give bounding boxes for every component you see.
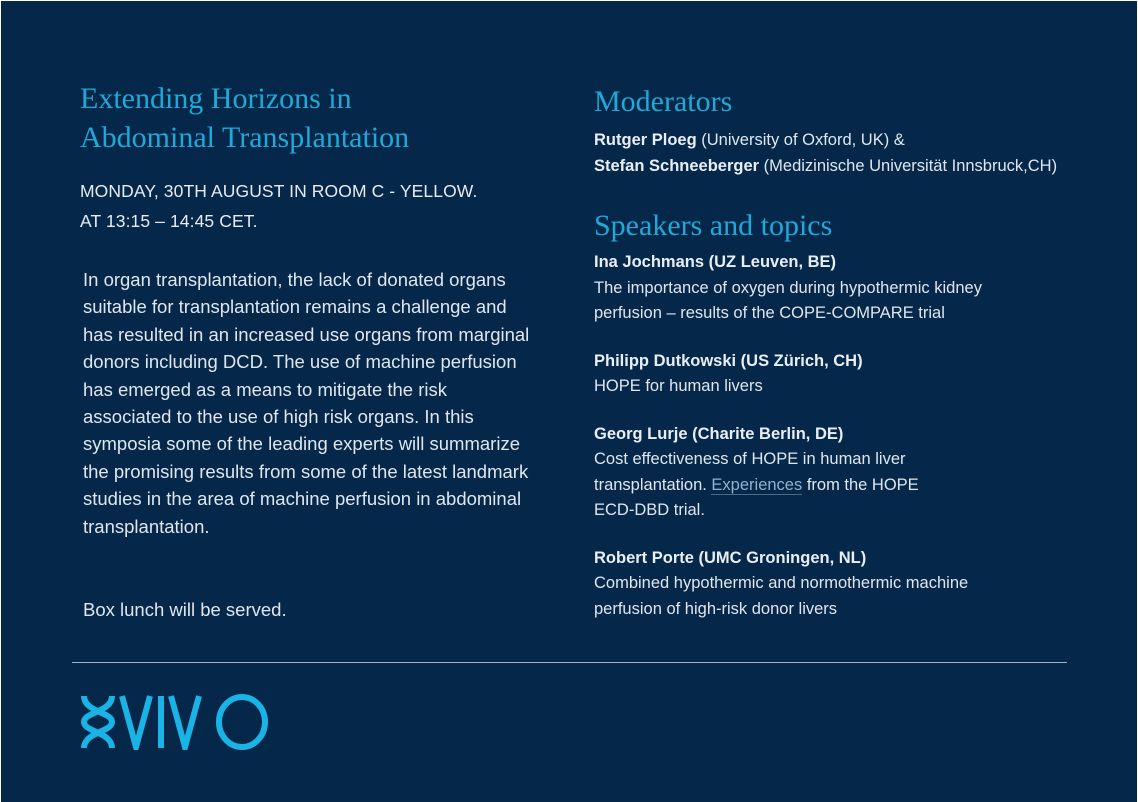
speaker-2-topic-line1: HOPE for human livers xyxy=(594,377,763,395)
logo-v1 xyxy=(122,696,150,747)
event-title-line2: Abdominal Transplantation xyxy=(80,121,410,154)
speaker-3-name: Georg Lurje (Charite Berlin, DE) xyxy=(594,424,844,443)
logo-v2 xyxy=(171,696,199,747)
speaker-3-topic-line2 xyxy=(594,473,1114,499)
moderators-heading: Moderators xyxy=(594,85,733,118)
moderator-2-affiliation: (Medizinische Universität Innsbruck,CH) xyxy=(759,157,1058,175)
speaker-2 xyxy=(594,349,1114,400)
speaker-1 xyxy=(594,250,1114,327)
speaker-3-topic-line3: ECD-DBD trial. xyxy=(594,501,705,519)
event-time: AT 13:15 – 14:45 CET. xyxy=(80,211,258,231)
lunch-note: Box lunch will be served. xyxy=(83,599,287,620)
speaker-1-topic-line2: perfusion – results of the COPE-COMPARE trial xyxy=(594,304,945,322)
speaker-1-name: Ina Jochmans (UZ Leuven, BE) xyxy=(594,253,837,271)
speaker-4-topic-line2: perfusion of high-risk donor livers xyxy=(594,599,838,618)
moderator-1-name: Rutger Ploeg xyxy=(594,131,697,149)
speakers-heading: Speakers and topics xyxy=(594,209,833,242)
moderator-1-affiliation: (University of Oxford, UK) & xyxy=(696,131,905,149)
flyer-page xyxy=(1,1,1137,802)
logo-o xyxy=(219,697,265,747)
xvivo-logo xyxy=(81,694,271,750)
speakers-list xyxy=(594,250,1114,644)
speaker-3 xyxy=(594,422,1114,524)
divider xyxy=(72,662,1067,663)
event-title xyxy=(80,79,540,157)
moderator-2 xyxy=(594,153,1134,179)
event-title-line1: Extending Horizons in xyxy=(80,82,352,115)
event-date-time xyxy=(80,176,560,236)
highlighted-word: Experiences xyxy=(711,475,803,494)
event-description: In organ transplantation, the lack of donated organs suitable for transplantation remains a challenge and has resulted in an increased use organs from marginal donors including DCD. The use of machine perfusion has emerged as a means to mitigate the risk associated to the use of high risk organs. In this symposia some of the leading experts will summarize the promising results from some of the latest landmark studies in the area of machine perfusion in abdominal transplantation. xyxy=(83,269,530,537)
speaker-3-topic-line2-pre: transplantation. xyxy=(594,475,712,494)
moderator-2-name: Stefan Schneeberger xyxy=(594,157,760,175)
speaker-4-topic-line1: Combined hypothermic and normothermic machine xyxy=(594,574,969,592)
speaker-2-name: Philipp Dutkowski (US Zürich, CH) xyxy=(594,351,863,370)
speaker-3-topic-line1: Cost effectiveness of HOPE in human liver xyxy=(594,450,906,468)
speaker-1-topic-line1: The importance of oxygen during hypothermic kidney xyxy=(594,278,982,297)
moderator-1 xyxy=(594,127,1134,153)
speaker-4 xyxy=(594,546,1114,623)
speaker-3-topic-line2-post: from the HOPE xyxy=(802,475,919,494)
speaker-4-name: Robert Porte (UMC Groningen, NL) xyxy=(594,548,867,567)
event-date: MONDAY, 30TH AUGUST IN ROOM C - YELLOW. xyxy=(80,181,478,201)
moderators-list xyxy=(594,127,1134,179)
